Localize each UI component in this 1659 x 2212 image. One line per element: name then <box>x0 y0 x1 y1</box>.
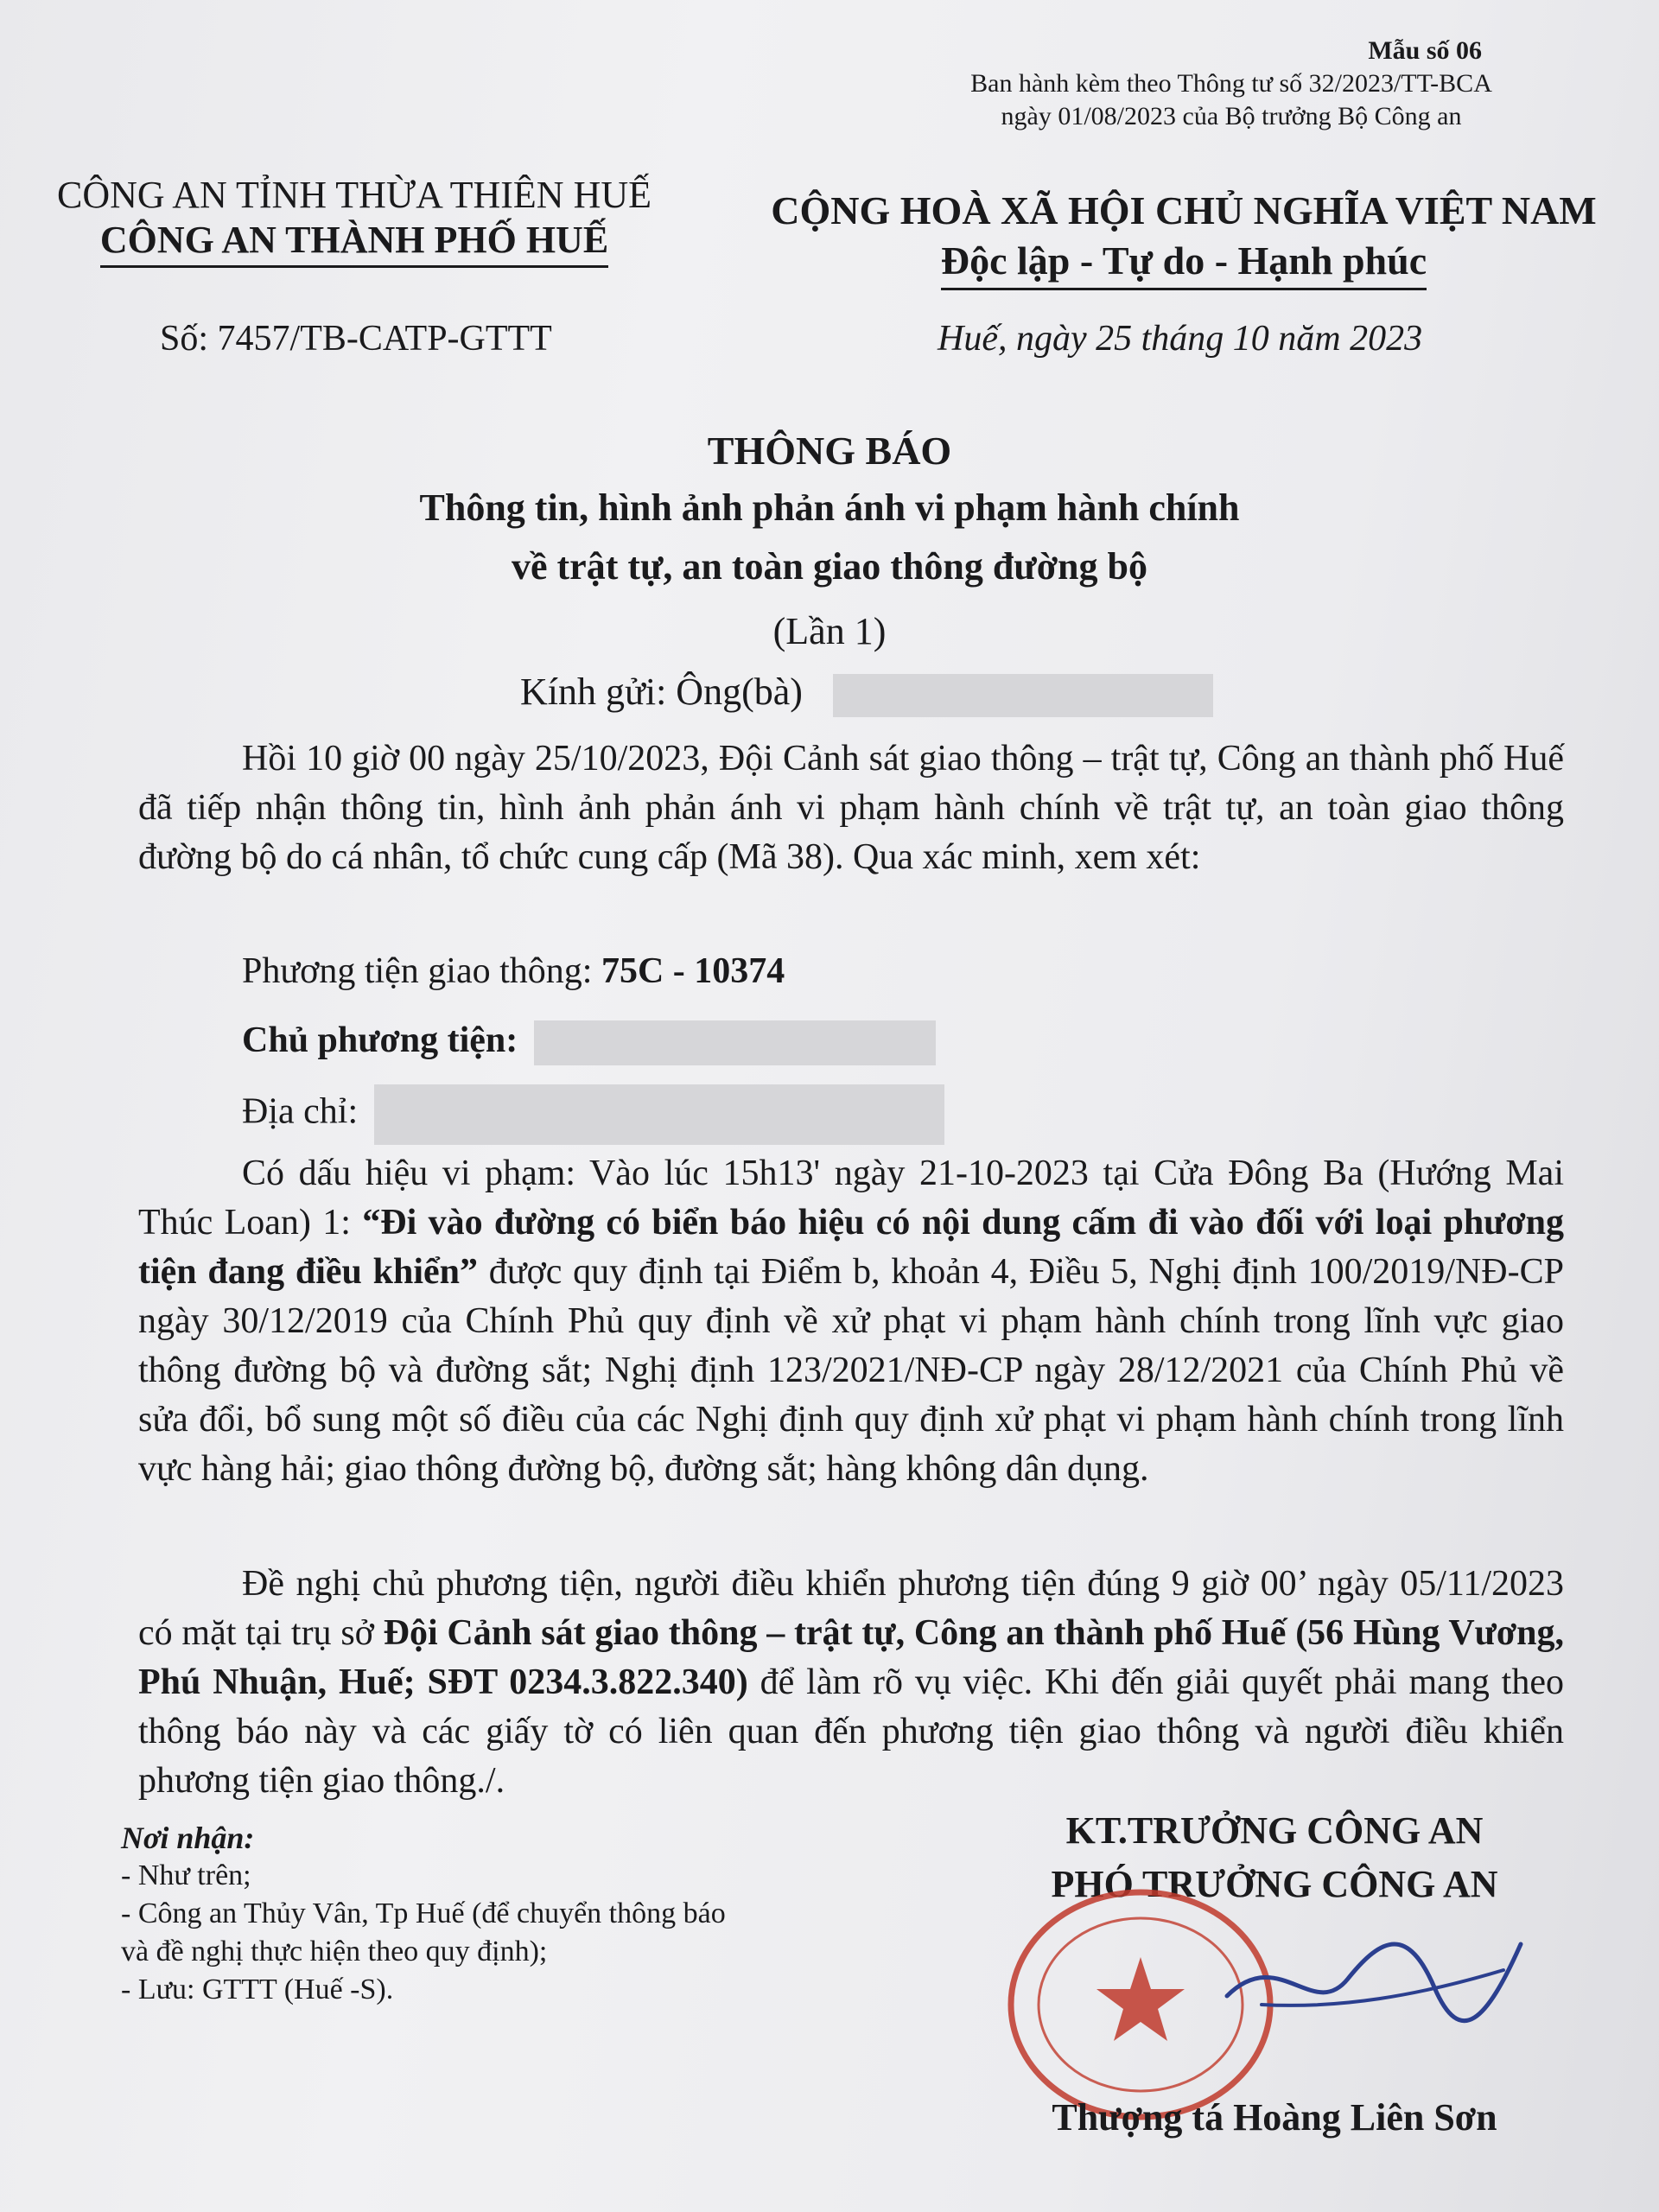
violation-description: “Đi vào đường có biển báo hiệu có nội dung cấm đi vào đối với loại phương tiện đang điều khiển” <box>138 1203 1564 1292</box>
plate-label: Phương tiện giao thông: <box>242 951 601 991</box>
form-reference <box>912 35 1551 133</box>
intro-paragraph: Hồi 10 giờ 00 ngày 25/10/2023, Đội Cảnh sát giao thông – trật tự, Công an thành phố Huế đã tiếp nhận thông tin, hình ảnh phản ánh vi phạm hành chính về trật tự, an toàn giao thông đường bộ do cá nhân, tổ chức cung cấp (Mã 38). Qua xác minh, xem xét: <box>138 739 1564 877</box>
request-instructions: để làm rõ vụ việc. Khi đến giải quyết phải mang theo thông báo này và các giấy tờ có liên quan đến phương tiện giao thông và người điều khiển phương tiện giao thông./. <box>138 1662 1564 1801</box>
subject-line-2: về trật tự, an toàn giao thông đường bộ <box>511 545 1147 588</box>
signer-authority: KT.TRƯỞNG CÔNG AN <box>1065 1809 1484 1852</box>
place-date: Huế, ngày 25 tháng 10 năm 2023 <box>938 319 1423 359</box>
request-paragraph <box>138 1560 1564 1806</box>
subject-line-1: Thông tin, hình ảnh phản ánh vi phạm hành chính <box>419 486 1240 529</box>
agency-name: CÔNG AN THÀNH PHỐ HUẾ <box>99 219 609 261</box>
redacted-owner <box>534 1020 936 1065</box>
vehicle-plate-field <box>242 950 785 992</box>
redacted-recipient <box>833 674 1213 717</box>
parent-agency: CÔNG AN TỈNH THỪA THIÊN HUẾ <box>56 174 652 216</box>
plate-number: 75C - 10374 <box>601 951 785 991</box>
issued-with: Ban hành kèm theo Thông tư số 32/2023/TT-BCA <box>970 69 1492 98</box>
national-header <box>752 186 1616 290</box>
redacted-address <box>374 1084 944 1145</box>
recipient-line <box>520 670 1213 717</box>
recipient-item-4: - Lưu: GTTT (Huế -S). <box>121 1974 394 2005</box>
agency-block <box>43 173 665 263</box>
recipients-heading: Nơi nhận: <box>121 1821 255 1855</box>
recipient-item-2: - Công an Thủy Vân, Tp Huế (để chuyển thông báo <box>121 1897 726 1929</box>
document-title: THÔNG BÁO <box>707 429 952 473</box>
owner-address-field <box>242 1084 944 1145</box>
signer-name: Thượng tá Hoàng Liên Sơn <box>1052 2096 1497 2139</box>
owner-label: Chủ phương tiện: <box>242 1020 527 1060</box>
recipients-list <box>121 1819 899 2009</box>
document-number: Số: 7457/TB-CATP-GTTT <box>160 319 552 359</box>
notice-round: (Lần 1) <box>772 610 887 652</box>
legal-basis: được quy định tại Điểm b, khoản 4, Điều 5, Nghị định 100/2019/NĐ-CP ngày 30/12/2019 của Chính Phủ quy định về xử phạt vi phạm hành chính trong lĩnh vực giao thông đường bộ và đường sắt; Nghị định 123/2021/NĐ-CP ngày 28/12/2021 của Chính Phủ về sửa đổi, bổ sung một số điều của các Nghị định quy định xử phạt vi phạm hành chính trong lĩnh vực hàng hải; giao thông đường bộ, đường sắt; hàng không dân dụng. <box>138 1252 1564 1489</box>
violation-paragraph <box>138 1149 1564 1494</box>
nation-name: CỘNG HOÀ XÃ HỘI CHỦ NGHĨA VIỆT NAM <box>771 188 1597 232</box>
recipient-item-3: và đề nghị thực hiện theo quy định); <box>121 1936 548 1967</box>
recipient-item-1: - Như trên; <box>121 1859 251 1891</box>
address-label: Địa chỉ: <box>242 1091 367 1132</box>
nation-motto: Độc lập - Tự do - Hạnh phúc <box>941 236 1427 290</box>
vehicle-owner-field <box>242 1020 936 1065</box>
violation-intro: Có dấu hiệu vi phạm: Vào lúc 15h13' ngày 21-10-2023 tại Cửa Đông Ba (Hướng Mai Thúc Loan) 1: <box>138 1154 1564 1243</box>
office-address: Đội Cảnh sát giao thông – trật tự, Công an thành phố Huế (56 Hùng Vương, Phú Nhuận, Huế; SĐT 0234.3.822.340) <box>138 1613 1564 1702</box>
handwritten-signature-icon <box>1210 1892 1538 2056</box>
appointment-text: Đề nghị chủ phương tiện, người điều khiển phương tiện đúng 9 giờ 00’ ngày 05/11/2023 có mặt tại trụ sở <box>138 1564 1564 1653</box>
form-number: Mẫu số 06 <box>1368 36 1482 65</box>
signer-position: PHÓ TRƯỞNG CÔNG AN <box>1051 1863 1498 1905</box>
recipient-label: Kính gửi: Ông(bà) <box>520 671 803 713</box>
issued-date: ngày 01/08/2023 của Bộ trưởng Bộ Công an <box>1001 102 1462 130</box>
